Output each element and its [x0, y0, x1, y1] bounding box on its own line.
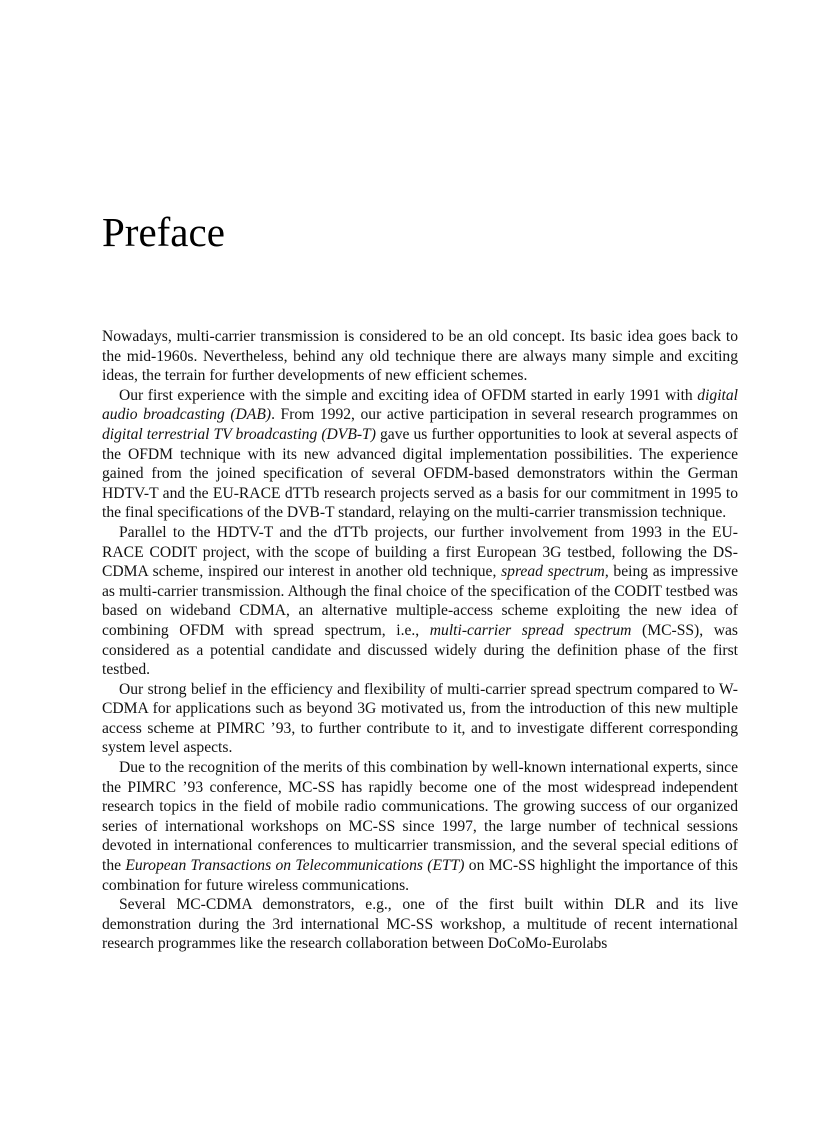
preface-body [102, 327, 738, 954]
italic-term-mc-ss: multi-carrier spread spectrum [429, 621, 632, 639]
text-segment: Our first experience with the simple and exciting idea of OFDM started in early 1991 with [119, 386, 698, 404]
text-segment: , being as impressive as multi-carrier transmission. Although the final choice of the specification of the CODIT testbed was based on wideband CDMA, an alternative multiple-access scheme exploiting the new idea of combining OFDM with spread spectrum, i.e., [102, 563, 738, 639]
text-segment: gave us further opportunities to look at several aspects of the OFDM technique with its new advanced digital implementation possibilities. The experience gained from the joined specification of several OFDM-based demonstrators within the German HDTV-T and the EU-RACE dTTb research projects served as a basis for our commitment in 1995 to the final specifications of the DVB-T standard, relaying on the multi-carrier transmission technique. [102, 425, 738, 522]
italic-term-dvb-t: digital terrestrial TV broadcasting (DVB-T) [102, 425, 376, 443]
paragraph-4 [102, 680, 738, 758]
text-segment: on MC-SS highlight the importance of this combination for future wireless communications. [102, 857, 738, 894]
text-segment: (MC-SS), was considered as a potential candidate and discussed widely during the definition phase of the first testbed. [102, 621, 738, 679]
italic-term-dab: digital audio broadcasting (DAB) [102, 386, 738, 424]
text-segment: Our strong belief in the efficiency and flexibility of multi-carrier spread spectrum compared to W-CDMA for applications such as beyond 3G motivated us, from the introduction of this new multiple access scheme at PIMRC ’93, to further contribute to it, and to investigate different corresponding system level aspects. [102, 680, 738, 757]
italic-term-ett: European Transactions on Telecommunications (ETT) [125, 857, 465, 875]
paragraph-5 [102, 758, 738, 895]
text-segment: Due to the recognition of the merits of this combination by well-known international experts, since the PIMRC ’93 conference, MC-SS has rapidly become one of the most widespread independent research topics in the field of mobile radio communications. The growing success of our organized series of international workshops on MC-SS since 1997, the large number of technical sessions devoted in international conferences to multicarrier transmission, and the several special editions of the [102, 759, 738, 875]
paragraph-2 [102, 386, 738, 523]
text-segment: Parallel to the HDTV-T and the dTTb projects, our further involvement from 1993 in the EU-RACE CODIT project, with the scope of building a first European 3G testbed, following the DS-CDMA scheme, inspired our interest in another old technique, [102, 523, 738, 581]
paragraph-3 [102, 523, 738, 680]
italic-term-spread-spectrum: spread spectrum [501, 563, 605, 581]
page-title: Preface [102, 209, 225, 255]
text-segment: Nowadays, multi-carrier transmission is considered to be an old concept. Its basic idea goes back to the mid-1960s. Nevertheless, behind any old technique there are always many simple and exciting ideas, the terrain for further developments of new efficient schemes. [102, 328, 738, 385]
paragraph-1 [102, 327, 738, 386]
text-segment: Several MC-CDMA demonstrators, e.g., one of the first built within DLR and its live demonstration during the 3rd international MC-SS workshop, a multitude of recent international research programmes like the research collaboration between DoCoMo-Eurolabs [102, 896, 738, 953]
text-segment: . From 1992, our active participation in several research programmes on [271, 406, 738, 424]
paragraph-6 [102, 895, 738, 954]
